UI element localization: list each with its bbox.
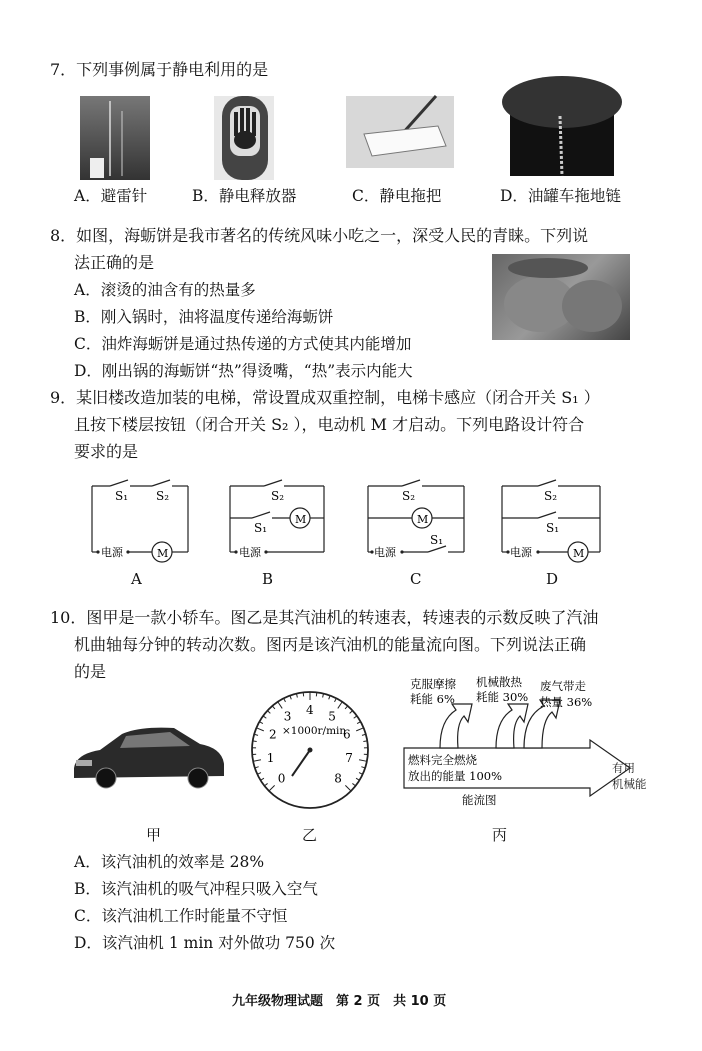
lightning-rod-photo	[80, 96, 150, 180]
circuit-d[interactable]	[498, 478, 610, 570]
input-line1: 燃料完全燃烧	[408, 753, 477, 767]
q8-option-a[interactable]: A．滚烫的油含有的热量多	[74, 281, 256, 299]
useful-line1: 有用	[612, 761, 635, 775]
tachometer-tick	[253, 741, 257, 742]
circuit-b-motor: M	[295, 513, 307, 526]
q7-stem: 7．下列事例属于静电利用的是	[50, 60, 269, 79]
circuit-c-s1: S₁	[430, 533, 444, 547]
circuit-d-source: 电源	[510, 546, 532, 559]
fig-bing-label: 丙	[492, 826, 508, 844]
exhaust-line1: 废气带走	[540, 679, 586, 693]
tanker-chain-photo	[510, 92, 614, 176]
q10-option-b[interactable]: B．该汽油机的吸气冲程只吸入空气	[74, 880, 318, 898]
car-photo	[70, 720, 228, 790]
tachometer-tick-label: 3	[283, 709, 292, 724]
car-icon	[74, 728, 224, 788]
q8-option-c[interactable]: C．油炸海蛎饼是通过热传递的方式使其内能增加	[74, 335, 412, 353]
friction-line2: 耗能 6%	[410, 692, 455, 706]
q9-stem-line2: 且按下楼层按钮（闭合开关 S₂ ），电动机 M 才启动。下列电路设计符合	[74, 415, 585, 434]
q7-option-c[interactable]: C．静电拖把	[352, 187, 442, 205]
circuit-d-label: D	[546, 570, 559, 588]
energy-flow-diagram	[400, 675, 647, 808]
tachometer-unit: ×1000r/min	[282, 725, 347, 737]
exhaust-line2: 热量 36%	[540, 695, 593, 709]
oyster-cake-icon	[492, 254, 630, 340]
heat-line2: 耗能 30%	[476, 690, 529, 704]
circuit-d-motor: M	[573, 547, 585, 560]
q7-option-a[interactable]: A．避雷针	[74, 187, 148, 205]
q10-stem-line1: 10．图甲是一款小轿车。图乙是其汽油机的转速表，转速表的示数反映了汽油	[50, 608, 599, 627]
circuit-a-source: 电源	[101, 546, 123, 559]
static-mop-photo	[346, 96, 454, 168]
circuit-c-motor: M	[417, 513, 429, 526]
q10-option-c[interactable]: C．该汽油机工作时能量不守恒	[74, 907, 288, 925]
tachometer-tick-label: 8	[334, 771, 342, 786]
circuit-c-source: 电源	[374, 546, 396, 559]
input-line2: 放出的能量 100%	[408, 769, 503, 783]
circuit-a-label: A	[131, 570, 142, 588]
circuit-b-s1: S₁	[254, 521, 268, 535]
q9-stem-line3: 要求的是	[74, 442, 139, 461]
circuit-a[interactable]	[86, 478, 196, 570]
q8-stem-line1: 8．如图，海蛎饼是我市著名的传统风味小吃之一，深受人民的青睐。下列说	[50, 226, 589, 245]
q9-stem-line1: 9．某旧楼改造加装的电梯，常设置成双重控制，电梯卡感应（闭合开关 S₁ ）	[50, 388, 600, 407]
circuit-b-source: 电源	[239, 546, 261, 559]
fig-yi-label: 乙	[302, 826, 318, 844]
q8-stem-line2: 法正确的是	[74, 253, 155, 272]
q7-option-b[interactable]: B．静电释放器	[192, 187, 297, 205]
mop-icon	[346, 96, 454, 168]
static-discharger-photo	[214, 96, 274, 180]
circuit-c-label: C	[410, 570, 422, 588]
circuit-b-label: B	[262, 570, 274, 588]
q8-option-d[interactable]: D．刚出锅的海蛎饼“热”得烫嘴，“热”表示内能大	[74, 362, 413, 380]
tachometer-tick-label: 0	[277, 771, 286, 786]
tachometer-tick	[363, 741, 367, 742]
circuit-d-s1: S₁	[546, 521, 560, 535]
circuit-a-s1: S₁	[115, 489, 129, 503]
circuit-a-motor: M	[157, 547, 169, 560]
q10-stem-line3: 的是	[74, 662, 107, 681]
hand-icon	[214, 96, 274, 180]
oyster-cake-photo	[492, 254, 630, 340]
circuit-c-s2: S₂	[402, 489, 416, 503]
circuit-c[interactable]	[362, 478, 472, 570]
heat-line1: 机械散热	[476, 675, 522, 689]
lightning-rod-icon	[80, 96, 150, 180]
chain-icon	[510, 92, 614, 176]
circuit-b-s2: S₂	[271, 489, 285, 503]
circuit-b[interactable]	[224, 478, 334, 570]
friction-line1: 克服摩擦	[410, 677, 456, 691]
tachometer	[248, 688, 372, 812]
circuit-d-s2: S₂	[544, 489, 558, 503]
useful-line2: 机械能	[612, 777, 647, 791]
page-footer: 九年级物理试题 第 2 页 共 10 页	[232, 994, 447, 1009]
q10-stem-line2: 机曲轴每分钟的转动次数。图丙是该汽油机的能量流向图。下列说法正确	[74, 635, 587, 654]
energy-flow-title: 能流图	[462, 793, 497, 807]
q10-option-d[interactable]: D．该汽油机 1 min 对外做功 750 次	[74, 934, 336, 952]
tachometer-tick-label: 4	[306, 703, 314, 717]
circuit-a-s2: S₂	[156, 489, 170, 503]
tachometer-tick-label: 7	[345, 750, 353, 765]
q7-option-d[interactable]: D．油罐车拖地链	[500, 187, 621, 205]
tachometer-tick-label: 5	[328, 709, 336, 724]
tachometer-tick-label: 6	[342, 727, 351, 742]
tachometer-tick-label: 2	[269, 727, 277, 742]
q10-option-a[interactable]: A．该汽油机的效率是 28%	[74, 853, 265, 871]
q8-option-b[interactable]: B．刚入锅时，油将温度传递给海蛎饼	[74, 308, 334, 326]
tachometer-tick-label: 1	[266, 750, 275, 765]
fig-jia-label: 甲	[146, 826, 162, 844]
